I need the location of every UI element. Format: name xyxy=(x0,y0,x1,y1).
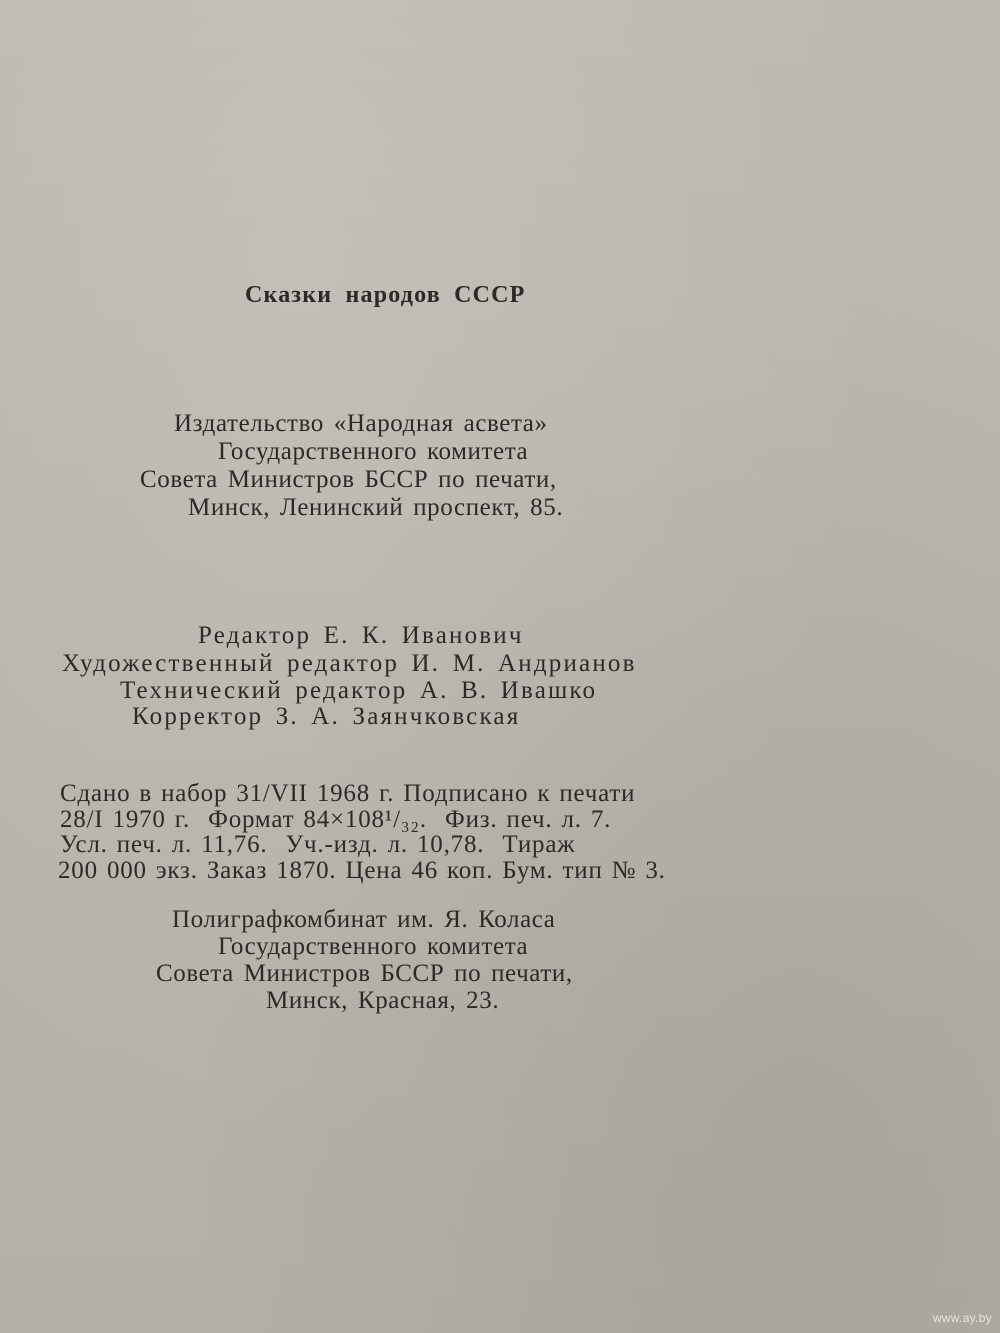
printer-line: Государственного комитета xyxy=(218,933,529,960)
editor-line: Редактор Е. К. Иванович xyxy=(198,622,524,649)
publisher-line: Издательство «Народная асвета» xyxy=(174,410,548,437)
imprint-line: 200 000 экз. Заказ 1870. Цена 46 коп. Бум. тип № 3. xyxy=(58,857,666,884)
imprint-line: Усл. печ. л. 11,76. Уч.-изд. л. 10,78. Тираж xyxy=(60,831,576,858)
imprint-line: 28/I 1970 г. Формат 84×108¹/₃₂. Физ. печ. л. 7. xyxy=(60,806,612,833)
site-watermark: www.ay.by xyxy=(932,1311,992,1325)
printer-line: Совета Министров БССР по печати, xyxy=(156,960,573,987)
series-title: Сказки народов СССР xyxy=(245,282,526,308)
publisher-line: Государственного комитета xyxy=(218,438,529,465)
publisher-line: Минск, Ленинский проспект, 85. xyxy=(188,494,564,521)
publisher-line: Совета Министров БССР по печати, xyxy=(140,466,557,493)
printer-line: Полиграфкомбинат им. Я. Коласа xyxy=(172,906,556,933)
imprint-line: Сдано в набор 31/VII 1968 г. Подписано к печати xyxy=(60,780,636,807)
tech-editor-line: Технический редактор А. В. Ивашко xyxy=(120,677,598,704)
proofreader-line: Корректор З. А. Заянчковская xyxy=(132,703,521,730)
art-editor-line: Художественный редактор И. М. Андрианов xyxy=(62,650,637,677)
printer-line: Минск, Красная, 23. xyxy=(266,987,500,1014)
